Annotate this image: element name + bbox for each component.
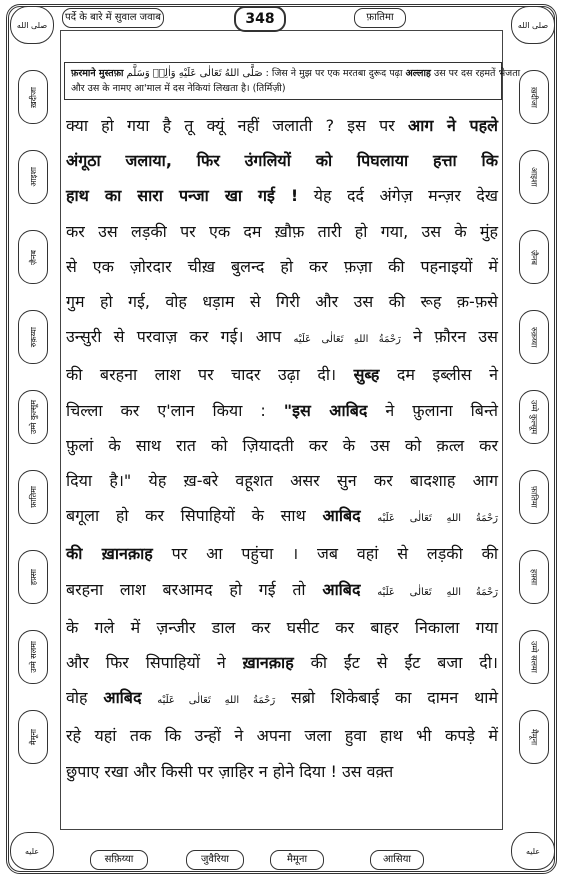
side-oval-left: मैमूना xyxy=(18,710,48,764)
header-name-tab: फ़ातिमा xyxy=(354,8,406,28)
text-line: छुपाए रखा और किसी पर ज़ाहिर न होने दिया ! उस वक़्त xyxy=(66,761,394,781)
corner-ornament-bottom-left xyxy=(10,832,54,870)
side-oval-right: उम्मे कुल्सूम xyxy=(519,390,549,444)
text-line: के गले में ज़न्जीर डाल कर घसीट कर बाहर निकाला गया xyxy=(66,617,498,637)
text-line: की ख़ानक़ाह पर आ पहुंचा । जब वहां से लड़की की xyxy=(66,544,499,564)
text-line: बगूला हो कर सिपाहियों के साथ आबिद رَحْمَةُ اللهِ تَعَالٰى عَلَيْه xyxy=(66,506,498,526)
text-line: अंगूठा जलाया, फिर उंगलियों को पिघलाया हत्ता कि xyxy=(66,151,498,171)
corner-text: صلى الله xyxy=(16,20,48,30)
footer-tab: मैमूना xyxy=(270,850,324,870)
side-oval-right: फ़ातिमा xyxy=(519,470,549,524)
side-oval-right: उम्मे सलमा xyxy=(519,630,549,684)
corner-ornament-top-left xyxy=(10,6,54,44)
footer-tab: सफ़िय्या xyxy=(90,850,148,870)
corner-ornament-top-right xyxy=(511,6,555,44)
banner-line-2: और उस के नामए आ'माल में दस नेकियां लिखता है। (तिर्मिज़ी) xyxy=(71,83,286,94)
side-oval-left: उम्मे कुल्सूम xyxy=(18,390,48,444)
banner-allah: अल्लाह xyxy=(405,68,431,79)
footer-tab: आसिया xyxy=(370,850,424,870)
text-line: चिल्ला कर ए'लान किया : "इस आबिद ने फ़ुलाना बिन्ते xyxy=(66,400,498,420)
text-line: रहे यहां तक कि उन्हों ने अपना जला हुवा हाथ भी कपड़े में xyxy=(66,726,498,746)
text-line: की बरहना लाश पर चादर उढ़ा दी। सुब्ह दम इब्लीस ने xyxy=(66,365,498,385)
banner-text: : जिस ने मुझ पर एक मरतबा दुरूद पढ़ा xyxy=(265,68,403,79)
banner-line-1 xyxy=(71,66,521,81)
side-oval-right: आइशा xyxy=(519,150,549,204)
text-line: कर उस लड़की पर एक दम ख़ौफ़ तारी हो गया, उस के मुंह xyxy=(66,221,498,241)
banner-label: फ़रमाने मुस्तफ़ा xyxy=(71,68,124,79)
text-line: फ़ुलां के साथ रात को ज़ियादती कर के उस को क़त्ल कर xyxy=(66,435,498,455)
side-oval-left: ख़दीजा xyxy=(18,70,48,124)
header-topic-tab: पर्दे के बारे में सुवाल जवाब xyxy=(62,8,164,28)
footer-tab: जुवैरिया xyxy=(186,850,244,870)
banner-text: उस पर दस रहमतें भेजता xyxy=(434,68,521,79)
side-oval-left: उम्मे सलमा xyxy=(18,630,48,684)
side-oval-left: हफ़्सा xyxy=(18,550,48,604)
text-line: और फिर सिपाहियों ने ख़ानक़ाह की ईंट से ईंट बजा दी। xyxy=(66,653,499,673)
text-line: से एक ज़ोरदार चीख़ बुलन्द हो कर फ़ज़ा की पहनाइयों में xyxy=(66,256,498,276)
side-oval-left: रुक़य्या xyxy=(18,310,48,364)
text-line: गुम हो गई, वोह धड़ाम से गिरी और उस की रूह क़-फ़से xyxy=(66,292,498,312)
corner-text: عليه xyxy=(525,846,541,856)
body-text xyxy=(66,108,498,789)
corner-text: صلى الله xyxy=(517,20,549,30)
side-oval-right: ज़ैनब xyxy=(519,230,549,284)
corner-text: عليه xyxy=(24,846,40,856)
side-oval-right: मैमूना xyxy=(519,710,549,764)
text-line: वोह आबिद رَحْمَةُ اللهِ تَعَالٰى عَلَيْه सब्रो शिकेबाई का दामन थामे xyxy=(66,688,499,708)
text-line: उन्सुरी से परवाज़ कर गई। आप رَحْمَةُ اللهِ تَعَالٰى عَلَيْه ने फ़ौरन उस xyxy=(66,327,498,347)
text-line: हाथ का सारा पन्जा खा गई ! येह दर्द अंगेज़ मन्ज़र देख xyxy=(66,186,499,206)
banner-honorific: صَلَّى اللهُ تَعَالٰى عَلَيْهِ وَاٰلِهٖ وَسَلَّم xyxy=(126,68,263,79)
text-line: बरहना लाश बरआमद हो गई तो आबिद رَحْمَةُ اللهِ تَعَالٰى عَلَيْه xyxy=(66,579,498,599)
side-oval-right: रुक़य्या xyxy=(519,310,549,364)
side-oval-left: ज़ैनब xyxy=(18,230,48,284)
page-number: 348 xyxy=(234,6,286,32)
side-oval-right: हफ़्सा xyxy=(519,550,549,604)
text-line: क्या हो गया है तू क्यूं नहीं जलाती ? इस पर आग ने पहले xyxy=(66,116,498,135)
side-oval-left: फ़ातिमा xyxy=(18,470,48,524)
side-oval-left: आइशा xyxy=(18,150,48,204)
hadith-banner xyxy=(64,62,521,100)
side-oval-right: ख़दीजा xyxy=(519,70,549,124)
corner-ornament-bottom-right xyxy=(511,832,555,870)
text-line: दिया है।" येह ख़-बरे वहूशत असर सुन कर बादशाह आग xyxy=(66,471,498,491)
